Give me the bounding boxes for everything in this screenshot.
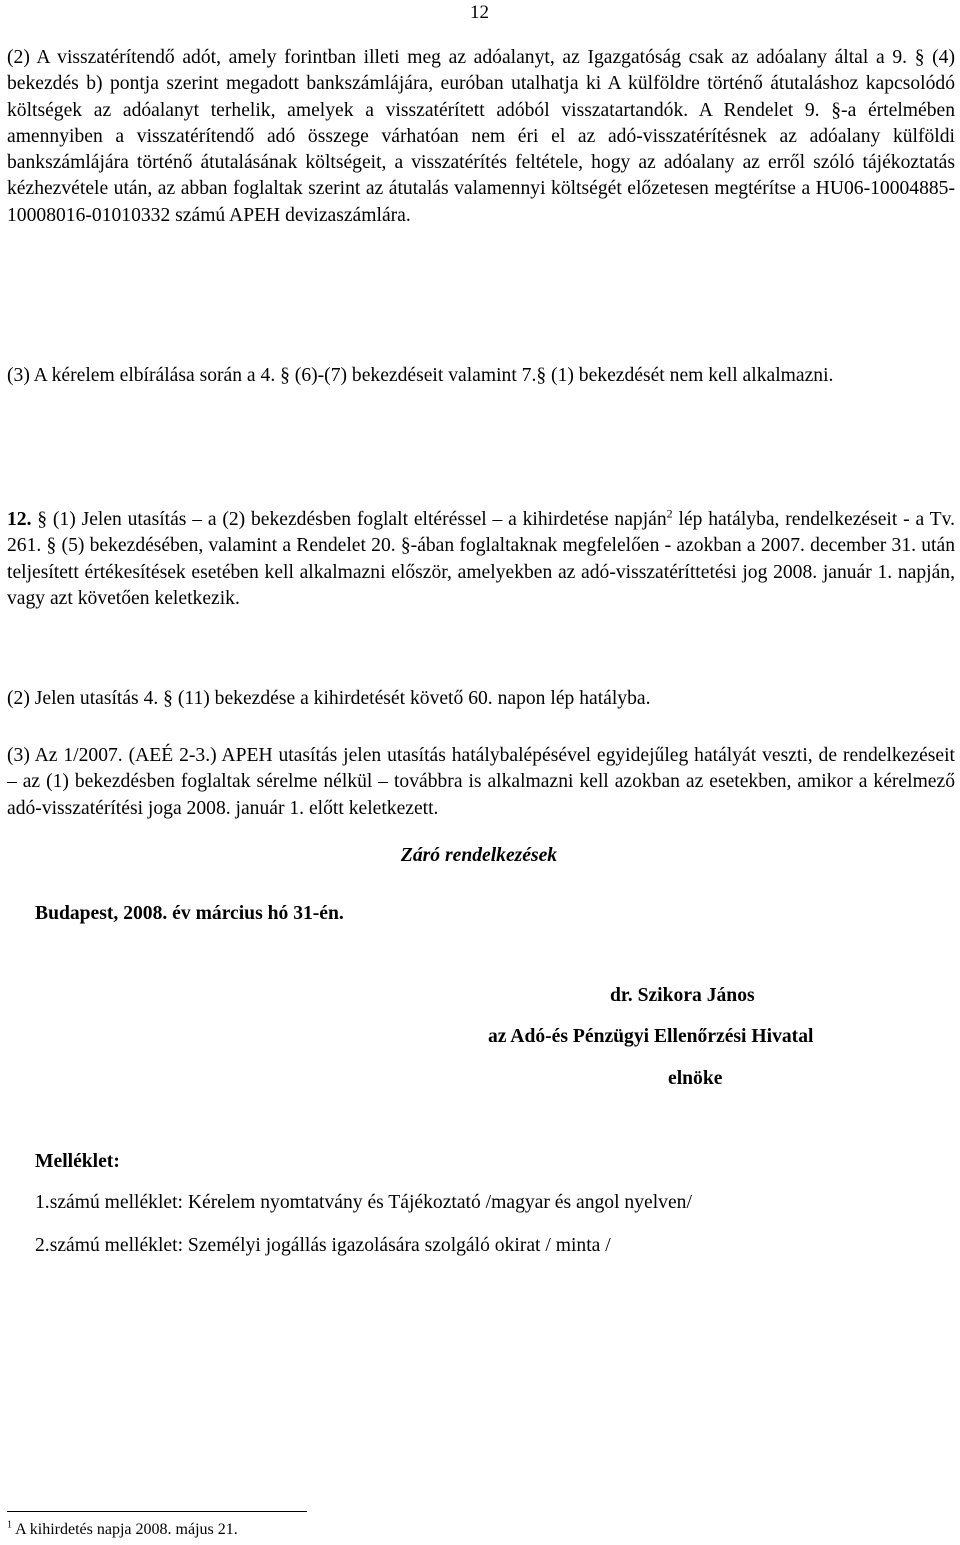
section-12-paragraph-1	[7, 507, 955, 612]
footnote-text: A kihirdetés napja 2008. május 21.	[12, 1521, 238, 1538]
annex-item-2	[35, 1235, 611, 1257]
section-12-paragraph-3: (3) Az 1/2007. (AEÉ 2-3.) APEH utasítás jelen utasítás hatálybalépésével egyidejűleg hatályát veszti, de rendelkezéseit – az (1) bekezdésben foglaltak sérelme nélkül – továbbra is alkalmazni kell azokban az esetekben, amikor a kérelmező adó-visszatérítési joga 2008. január 1. előtt keletkezett.	[7, 745, 955, 819]
annex-item-2-prefix: 2.számú melléklet	[35, 1235, 178, 1256]
section-12-p1-text-a: § (1) Jelen utasítás – a (2) bekezdésben foglalt eltéréssel – a kihirdetése napján	[31, 509, 667, 530]
annex-heading: Melléklet:	[35, 1151, 120, 1172]
footnote-mark: 1	[7, 1519, 12, 1531]
footnote	[7, 1521, 238, 1539]
footnote-reference: 2	[666, 506, 673, 521]
closing-provisions-heading	[0, 845, 960, 867]
signatory-title: elnöke	[668, 1068, 723, 1089]
page-number: 12	[470, 2, 489, 23]
closing-heading-text: Záró rendelkezések	[400, 845, 558, 866]
place-and-date: Budapest, 2008. év március hó 31-én.	[35, 903, 344, 924]
annex-item-1: 1.számú melléklet: Kérelem nyomtatvány és Tájékoztató /magyar és angol nyelven/	[35, 1192, 692, 1213]
section-12-p1-text-b: lép hatályba, rendelkezéseit - a Tv. 261. § (5) bekezdésében, valamint a Rendelet 20. §-ában foglaltaknak megfelelően - azokban a 2007. december 31. után teljesített értékesítések esetében kell alkalmazni először, amelyekben az adó-visszatéríttetési jog 2008. január 1. napján, vagy azt követően keletkezik.	[7, 509, 955, 609]
signatory-organization: az Adó-és Pénzügyi Ellenőrzési Hivatal	[488, 1026, 814, 1047]
paragraph-2	[7, 45, 955, 229]
section-12-paragraph-2: (2) Jelen utasítás 4. § (11) bekezdése a kihirdetését követő 60. napon lép hatályba.	[7, 688, 651, 709]
paragraph-3: (3) A kérelem elbírálása során a 4. § (6)-(7) bekezdéseit valamint 7.§ (1) bekezdését nem kell alkalmazni.	[7, 365, 834, 386]
annex-item-2-rest: : Személyi jogállás igazolására szolgáló okirat / minta /	[177, 1235, 611, 1256]
footnote-separator	[7, 1511, 307, 1512]
section-number: 12.	[7, 509, 32, 530]
signatory-name: dr. Szikora János	[610, 985, 755, 1006]
paragraph-2-text: (2) A visszatérítendő adót, amely forintban illeti meg az adóalanyt, az Igazgatóság csak az adóalany által a 9. § (4) bekezdés b) pontja szerint megadott bankszámlájára, euróban utalhatja ki A külföldre történő átutaláshoz kapcsolódó költségek az adóalanyt terhelik, amelyek a visszatérített adóból visszatartandók. A Rendelet 9. §-a értelmében amennyiben a visszatérítendő adó összege várhatóan nem éri el az adó-visszatérítésnek az adóalany külföldi bankszámlájára történő átutalásának költségeit, a visszatérítés feltétele, hogy az adóalany az erről szóló tájékoztatás kézhezvétele után, az abban foglaltak szerint az átutalás valamennyi költségét előzetesen megtérítse a HU06-10004885-10008016-01010332 számú APEH devizaszámlára.	[7, 47, 955, 226]
